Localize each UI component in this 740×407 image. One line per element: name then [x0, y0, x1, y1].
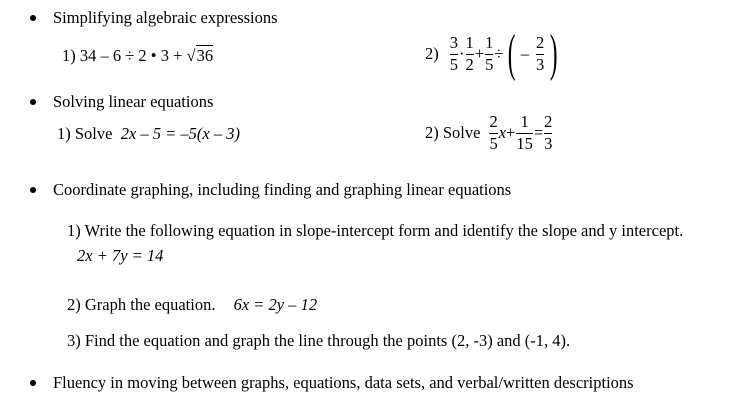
section-heading: Simplifying algebraic expressions — [53, 8, 278, 27]
question-1: 1) Write the following equation in slope-intercept form and identify the slope and y intercept. — [67, 221, 684, 240]
variable: x — [498, 122, 507, 142]
question-2-equation: 6x = 2y – 12 — [233, 295, 318, 314]
problem-linear-2 — [425, 114, 553, 152]
radicand: 36 — [196, 46, 214, 65]
bullet-icon — [30, 380, 36, 386]
bullet-icon — [30, 187, 36, 193]
fraction: $\frac{2}{3}$ — [544, 112, 553, 153]
fraction: $\frac{1}{2}$ — [465, 33, 474, 74]
section-heading: Solving linear equations — [53, 92, 214, 111]
operator: = — [533, 122, 544, 142]
operator: + — [506, 122, 516, 142]
section-heading: Coordinate graphing, including finding and graphing linear equations — [53, 180, 512, 199]
question-2 — [67, 297, 317, 314]
problem-simplify-1 — [62, 48, 213, 65]
problem-number: 2) — [425, 43, 439, 63]
right-paren: ) — [549, 25, 558, 82]
problem-number: 1) — [62, 46, 76, 65]
operator: ÷ — [494, 43, 504, 63]
question-1-equation: 2x + 7y = 14 — [77, 246, 164, 265]
problem-simplify-2 — [425, 25, 563, 82]
question-3: 3) Find the equation and graph the line through the points (2, -3) and (-1, 4). — [67, 331, 571, 350]
left-paren: ( — [508, 25, 516, 82]
fraction: $\frac{2}{5}$ — [489, 112, 498, 153]
fraction: $\frac{2}{3}$ — [535, 33, 545, 74]
operator: – — [520, 43, 529, 63]
operator: · — [459, 43, 465, 63]
expression: 34 – 6 ÷ 2 • 3 + √ — [79, 46, 196, 65]
question-text: 2) Graph the equation. — [67, 295, 216, 314]
operator: + — [474, 43, 485, 63]
problem-number: 2) Solve — [425, 122, 481, 142]
equation: 2x – 5 = –5(x – 3) — [120, 124, 240, 143]
fraction: $\frac{1}{15}$ — [516, 112, 533, 153]
fraction: $\frac{3}{5}$ — [449, 33, 458, 74]
problem-linear-1 — [57, 126, 240, 143]
section-heading: Fluency in moving between graphs, equations, data sets, and verbal/written descriptions — [53, 373, 634, 392]
bullet-icon — [30, 15, 36, 21]
fraction: $\frac{1}{5}$ — [485, 33, 494, 74]
problem-number: 1) Solve — [57, 124, 113, 143]
bullet-icon — [30, 99, 36, 105]
